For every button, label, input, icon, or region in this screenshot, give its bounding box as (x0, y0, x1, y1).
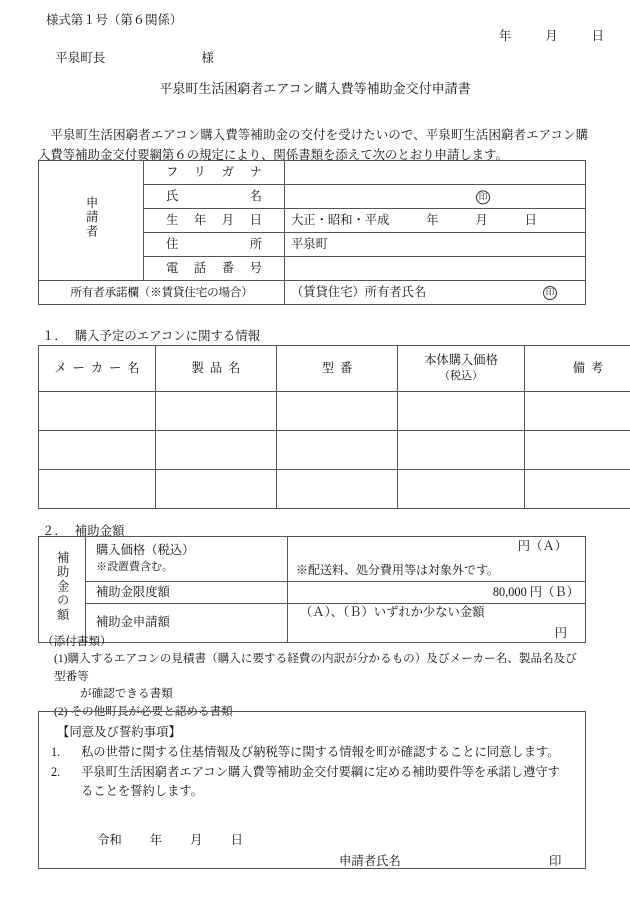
field-value-phone[interactable] (285, 257, 586, 281)
consent-list (51, 743, 571, 802)
attachment-item-1: (1)購入するエアコンの見積書（購入に要する経費の内訳が分かるもの）及びメーカー名、製品名及び型番等 (54, 652, 577, 683)
table-header-row (39, 346, 630, 392)
table-row (39, 431, 630, 470)
cell-product[interactable] (156, 392, 277, 431)
purchase-price-unit: 円（Ａ） (517, 539, 567, 553)
consent-item-2-text: 平泉町生活困窮者エアコン購入費等補助金交付要綱に定める補助要件等を承諾し遵守することを誓約します。 (81, 765, 560, 799)
intro-paragraph: 平泉町生活困窮者エアコン購入費等補助金の交付を受けたいので、平泉町生活困窮者エアコン購入費等補助金交付要綱第６の規定により、関係書類を添えて次のとおり申請します。 (38, 128, 588, 163)
column-header-price (398, 346, 525, 392)
purchase-price-note: ※配送料、処分費用等は対象外です。 (296, 563, 500, 578)
table-row (39, 281, 586, 305)
cell-remarks[interactable] (525, 470, 630, 509)
list-item (42, 650, 588, 702)
cell-model[interactable] (277, 431, 398, 470)
header-date-month: 月 (545, 29, 558, 43)
table-row (39, 392, 630, 431)
cell-maker[interactable] (39, 392, 156, 431)
subsidy-label-purchase-price-sub: ※設置費含む。 (96, 561, 173, 574)
consent-date-day: 日 (230, 833, 243, 847)
table-row (39, 161, 586, 185)
attachments-title: （添付書類） (42, 635, 112, 648)
product-table (38, 345, 630, 509)
subsidy-value-limit: 80,000 円（Ｂ） (288, 582, 586, 604)
applicant-group-label-cell (39, 161, 144, 281)
owner-consent-text: （賃貸住宅）所有者氏名 (291, 284, 427, 299)
list-item (51, 743, 571, 762)
cell-maker[interactable] (39, 470, 156, 509)
owner-consent-value[interactable] (285, 281, 586, 305)
form-number: 様式第１号（第６関係） (46, 13, 183, 27)
column-header-price-main: 本体購入価格 (424, 352, 498, 367)
subsidy-label-purchase-price (86, 537, 288, 582)
subsidy-request-formula: （Ａ）、（Ｂ）いずれか少ない金額 (300, 605, 485, 619)
applicant-table (38, 160, 586, 305)
header-date-line (499, 26, 604, 44)
seal-icon: 印 (543, 284, 557, 301)
cell-price[interactable] (398, 431, 525, 470)
subsidy-label-request: 補助金申請額 (86, 604, 288, 643)
column-header-product: 製品名 (156, 346, 277, 392)
consent-title: 【同意及び誓約事項】 (57, 725, 181, 739)
consent-item-2-number: 2. (51, 765, 61, 780)
table-row (39, 582, 586, 604)
cell-model[interactable] (277, 470, 398, 509)
field-value-birthdate[interactable]: 大正・昭和・平成 年 月 日 (285, 209, 586, 233)
field-value-name[interactable] (285, 185, 586, 209)
field-label-furigana: フリガナ (144, 161, 285, 185)
consent-date-line[interactable] (97, 830, 243, 848)
consent-signature-line[interactable] (339, 851, 561, 869)
subsidy-request-unit: 円 (554, 625, 567, 640)
field-value-address[interactable]: 平泉町 (285, 233, 586, 257)
field-label-name: 氏 名 (144, 185, 285, 209)
field-label-address: 住 所 (144, 233, 285, 257)
owner-consent-label: 所有者承諾欄（※賃貸住宅の場合） (39, 281, 285, 305)
subsidy-group-label: 補助金の額 (55, 551, 70, 623)
subsidy-value-purchase-price[interactable] (288, 537, 586, 582)
cell-price[interactable] (398, 392, 525, 431)
consent-date-month: 月 (190, 833, 203, 847)
table-row (39, 537, 586, 582)
attachment-item-1-cont: が確認できる書類 (80, 687, 173, 701)
column-header-price-sub: （税込） (439, 370, 483, 383)
cell-product[interactable] (156, 431, 277, 470)
section1-heading (42, 326, 260, 344)
field-label-phone: 電話番号 (144, 257, 285, 281)
cell-model[interactable] (277, 392, 398, 431)
consent-item-1-number: 1. (51, 745, 61, 759)
seal-icon: 印 (476, 188, 490, 205)
addressee-name: 平泉町長 (55, 51, 106, 65)
page-title: 平泉町生活困窮者エアコン購入費等補助金交付申請書 (159, 81, 471, 96)
consent-box (38, 711, 586, 869)
section2-title: 補助金額 (74, 524, 125, 538)
subsidy-label-purchase-price-main: 購入価格（税込） (96, 543, 195, 558)
list-item (51, 763, 571, 801)
seal-icon: 印 (548, 854, 562, 868)
subsidy-group-label-cell (39, 537, 86, 643)
cell-product[interactable] (156, 470, 277, 509)
consent-signature-label: 申請者氏名 (339, 854, 401, 868)
cell-remarks[interactable] (525, 431, 630, 470)
header-date-year: 年 (498, 29, 512, 43)
field-label-birthdate: 生年月日 (144, 209, 285, 233)
column-header-model: 型番 (277, 346, 398, 392)
field-value-furigana[interactable] (285, 161, 586, 185)
cell-price[interactable] (398, 470, 525, 509)
section2-number: ２． (42, 524, 67, 538)
attachment-item-2: (2) その他町長が必要と認める書類 (54, 704, 233, 718)
subsidy-label-limit: 補助金限度額 (86, 582, 288, 604)
table-row (39, 470, 630, 509)
cell-remarks[interactable] (525, 392, 630, 431)
addressee-line (55, 47, 214, 66)
consent-item-1-text: 私の世帯に関する住基情報及び納税等に関する情報を町が確認することに同意します。 (81, 745, 560, 759)
section1-number: １． (42, 329, 67, 343)
consent-date-era: 令和 (97, 833, 122, 847)
consent-date-year: 年 (149, 833, 163, 847)
column-header-remarks: 備考 (525, 346, 630, 392)
applicant-group-label: 申請者 (84, 196, 99, 240)
section1-title: 購入予定のエアコンに関する情報 (74, 329, 261, 343)
header-date-day: 日 (591, 29, 604, 43)
addressee-honorific: 様 (201, 51, 214, 65)
subsidy-table (38, 536, 586, 643)
attachments-block (42, 633, 588, 720)
column-header-maker: メーカー名 (39, 346, 156, 392)
cell-maker[interactable] (39, 431, 156, 470)
